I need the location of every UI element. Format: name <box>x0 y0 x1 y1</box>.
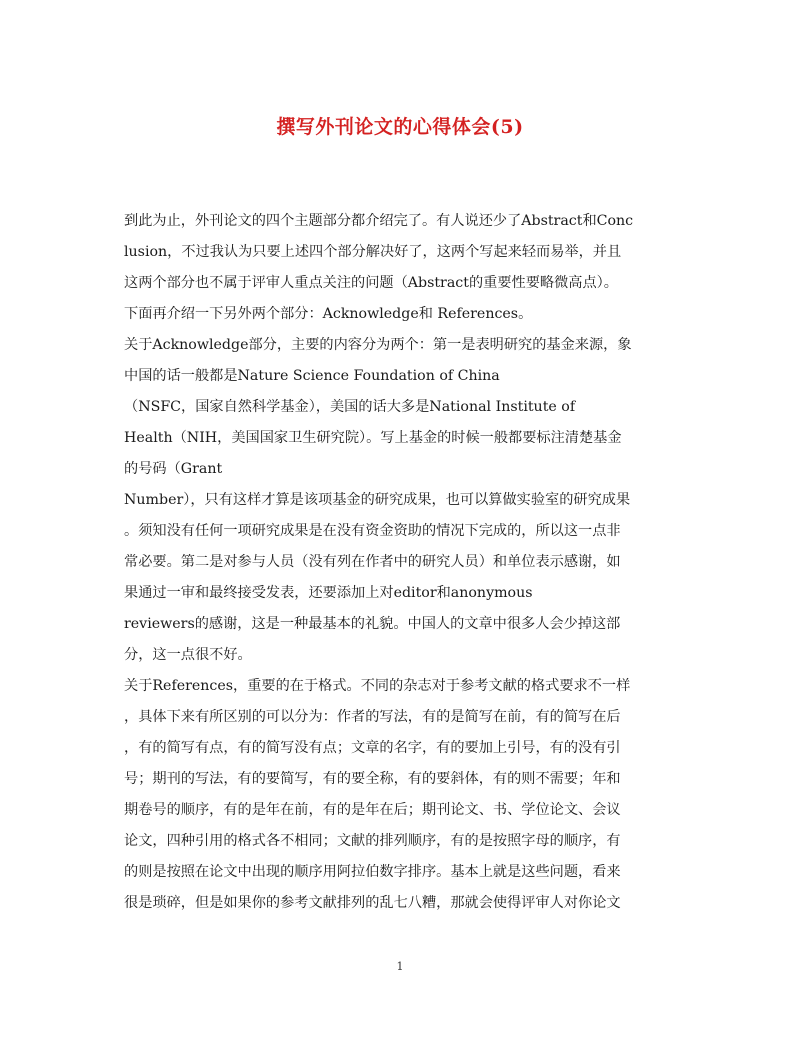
body-line: ，具体下来有所区别的可以分为：作者的写法，有的是简写在前，有的简写在后 <box>124 709 621 725</box>
body-line: 分，这一点很不好。 <box>124 647 252 663</box>
body-line: 关于Acknowledge部分，主要的内容分为两个：第一是表明研究的基金来源，象 <box>124 337 632 353</box>
body-line: 号；期刊的写法，有的要简写，有的要全称，有的要斜体，有的则不需要；年和 <box>124 771 621 787</box>
body-line: lusion，不过我认为只要上述四个部分解决好了，这两个写起来轻而易举，并且 <box>124 244 622 260</box>
body-line: 常必要。第二是对参与人员（没有列在作者中的研究人员）和单位表示感谢，如 <box>124 554 621 570</box>
body-line: 关于References，重要的在于格式。不同的杂志对于参考文献的格式要求不一样 <box>124 678 631 694</box>
body-line: Number），只有这样才算是该项基金的研究成果，也可以算做实验室的研究成果 <box>124 492 631 508</box>
body-line: （NSFC，国家自然科学基金），美国的话大多是National Institute of <box>124 399 576 415</box>
body-line: 果通过一审和最终接受发表，还要添加上对editor和anonymous <box>124 585 533 601</box>
body-line: 中国的话一般都是Nature Science Foundation of China <box>124 368 500 384</box>
body-line: 下面再介绍一下另外两个部分：Acknowledge和 References。 <box>124 306 533 322</box>
body-line: Health（NIH，美国国家卫生研究院）。写上基金的时候一般都要标注清楚基金 <box>124 430 622 446</box>
document-body <box>124 206 676 919</box>
body-line: 到此为止，外刊论文的四个主题部分都介绍完了。有人说还少了Abstract和Conc <box>124 213 634 229</box>
body-line: reviewers的感谢，这是一种最基本的礼貌。中国人的文章中很多人会少掉这部 <box>124 616 621 632</box>
body-line: ，有的简写有点，有的简写没有点；文章的名字，有的要加上引号，有的没有引 <box>124 740 621 756</box>
body-line: 期卷号的顺序，有的是年在前，有的是年在后；期刊论文、书、学位论文、会议 <box>124 802 621 818</box>
document-title: 撰写外刊论文的心得体会(5) <box>276 116 524 138</box>
body-line: 论文，四种引用的格式各不相同；文献的排列顺序，有的是按照字母的顺序，有 <box>124 833 621 849</box>
body-line: 的号码（Grant <box>124 461 223 477</box>
body-line: 。须知没有任何一项研究成果是在没有资金资助的情况下完成的，所以这一点非 <box>124 523 621 539</box>
page-number: 1 <box>396 960 404 973</box>
body-line: 很是琐碎，但是如果你的参考文献排列的乱七八糟，那就会使得评审人对你论文 <box>124 895 621 911</box>
body-line: 的则是按照在论文中出现的顺序用阿拉伯数字排序。基本上就是这些问题，看来 <box>124 864 621 880</box>
body-line: 这两个部分也不属于评审人重点关注的问题（Abstract的重要性要略微高点）。 <box>124 275 618 291</box>
